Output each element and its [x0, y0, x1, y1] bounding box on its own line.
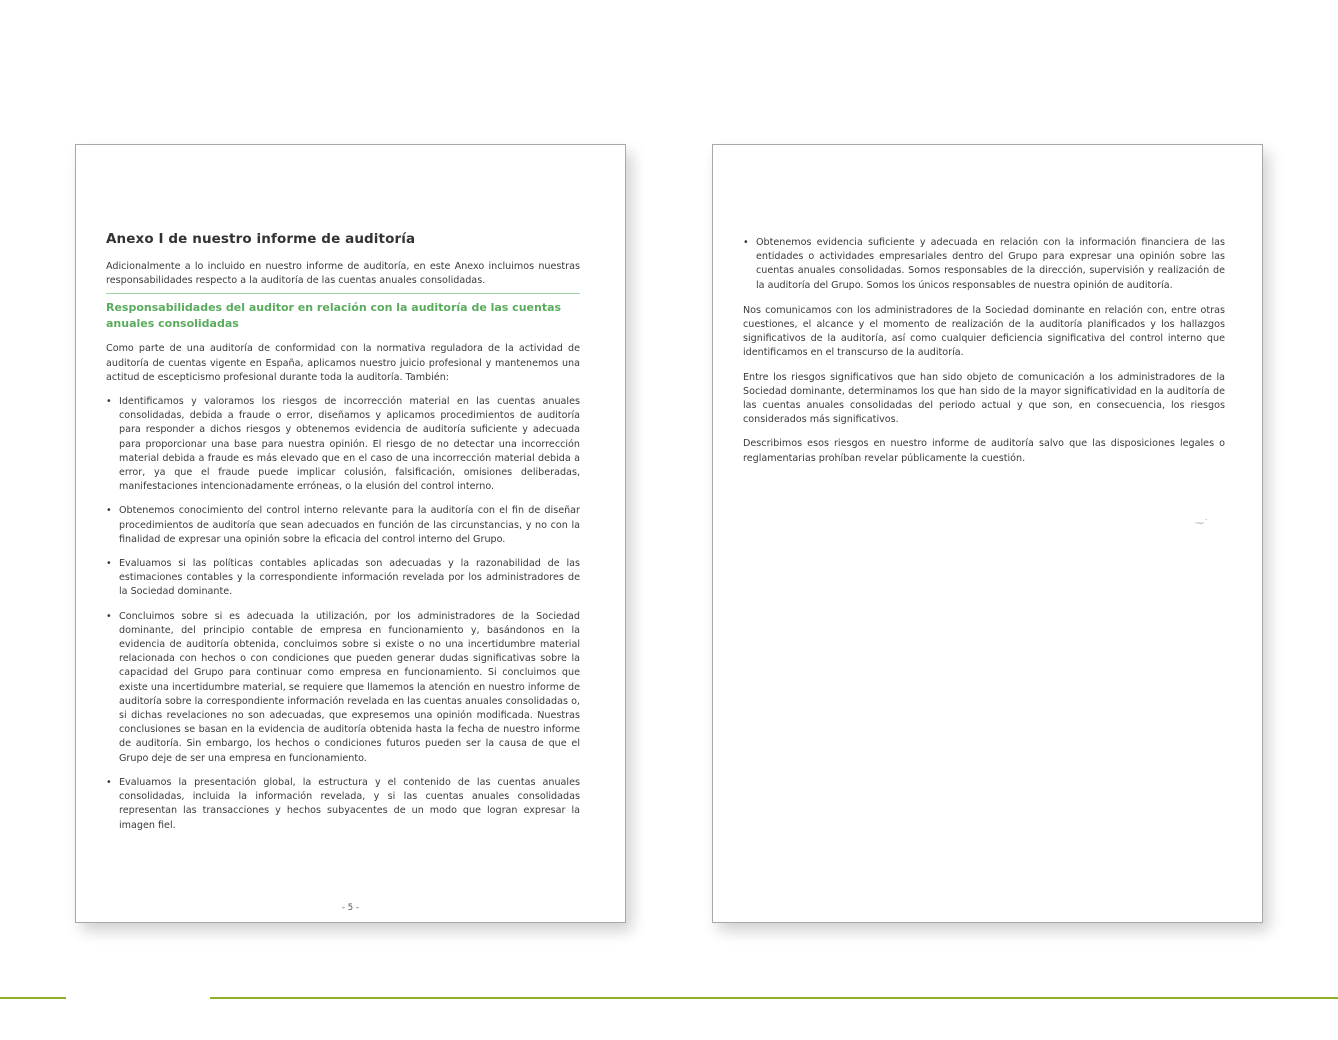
annex-title: Anexo I de nuestro informe de auditoría: [106, 231, 416, 247]
intro-paragraph: Adicionalmente a lo incluido en nuestro informe de auditoría, en este Anexo incluimos nuestras responsabilidades respecto a la auditoría de las cuentas anuales consolidadas.: [106, 260, 580, 294]
bullet-item: • Evaluamos la presentación global, la estructura y el contenido de las cuentas anuales consolidadas, incluida la información revelada, y si las cuentas anuales consolidadas representan las transacciones y hechos subyacentes de un modo que logran expresar la imagen fiel.: [106, 776, 580, 833]
bullet-list: [743, 236, 1225, 293]
bullet-list: [106, 395, 580, 833]
body-paragraph: Como parte de una auditoría de conformidad con la normativa reguladora de la actividad de auditoría de cuentas vigente en España, aplicamos nuestro juicio profesional y mantenemos una actitud de escepticismo profesional durante toda la auditoría. También:: [106, 343, 580, 383]
body-paragraph: Nos comunicamos con los administradores de la Sociedad dominante en relación con, entre otras cuestiones, el alcance y el momento de realización de la auditoría planificados y los hallazgos significativos de la auditoría, así como cualquier deficiencia significativa del control interno que identificamos en el transcurso de la auditoría.: [743, 304, 1225, 359]
bullet-item: • Concluimos sobre si es adecuada la utilización, por los administradores de la Sociedad dominante, del principio contable de empresa en funcionamiento y, basándonos en la evidencia de auditoría obtenida, concluimos sobre si existe o no una incertidumbre material relacionada con hechos o con condiciones que pueden generar dudas significativas sobre la capacidad del Grupo para continuar como empresa en funcionamiento. Si concluimos que existe una incertidumbre material, se requiere que llamemos la atención en nuestro informe de auditoría sobre la correspondiente información revelada en las cuentas anuales consolidadas o, si dichas revelaciones no son adecuadas, que expresemos una opinión modificada. Nuestras conclusiones se basan en la evidencia de auditoría obtenida hasta la fecha de nuestro informe de auditoría. Sin embargo, los hechos o condiciones futuros pueden ser la causa de que el Grupo deje de ser una empresa en funcionamiento.: [106, 610, 580, 766]
document-page-left: [75, 144, 626, 923]
bullet-item: • Obtenemos evidencia suficiente y adecuada en relación con la información financiera de las entidades o actividades empresariales dentro del Grupo para expresar una opinión sobre las cuentas anuales consolidadas. Somos responsables de la dirección, supervisión y realización de la auditoría del Grupo. Somos los únicos responsables de nuestra opinión de auditoría.: [743, 236, 1225, 293]
document-page-right: [712, 144, 1263, 923]
bullet-item: • Identificamos y valoramos los riesgos de incorrección material en las cuentas anuales consolidadas, debida a fraude o error, diseñamos y aplicamos procedimientos de auditoría para responder a dichos riesgos y obtenemos evidencia de auditoría suficiente y adecuada para proporcionar una base para nuestra opinión. El riesgo de no detectar una incorrección material debida a fraude es más elevado que en el caso de una incorrección material debida a error, ya que el fraude puede implicar colusión, falsificación, omisiones deliberadas, manifestaciones intencionadamente erróneas, o la elusión del control interno.: [106, 395, 580, 494]
body-paragraph: Describimos esos riesgos en nuestro informe de auditoría salvo que las disposiciones legales o reglamentarias prohíban revelar públicamente la cuestión.: [743, 438, 1225, 464]
footer-divider-right: [210, 997, 1338, 999]
handwritten-mark: ⁓˙: [1195, 519, 1209, 529]
footer-divider-left: [0, 997, 66, 999]
page-content: [743, 236, 1225, 476]
bullet-item: • Evaluamos si las políticas contables aplicadas son adecuadas y la razonabilidad de las estimaciones contables y la correspondiente información revelada por los administradores de la Sociedad dominante.: [106, 557, 580, 600]
page-content: [106, 231, 580, 843]
section-heading: Responsabilidades del auditor en relación con la auditoría de las cuentas anuales consolidadas: [106, 301, 562, 330]
body-paragraph: Entre los riesgos significativos que han sido objeto de comunicación a los administradores de la Sociedad dominante, determinamos los que han sido de la mayor significatividad en la auditoría de las cuentas anuales consolidadas del periodo actual y que son, en consecuencia, los riesgos considerados más significativos.: [743, 371, 1225, 426]
page-number: - 5 -: [342, 903, 359, 913]
bullet-item: • Obtenemos conocimiento del control interno relevante para la auditoría con el fin de diseñar procedimientos de auditoría que sean adecuados en función de las circunstancias, y no con la finalidad de expresar una opinión sobre la eficacia del control interno del Grupo.: [106, 504, 580, 547]
